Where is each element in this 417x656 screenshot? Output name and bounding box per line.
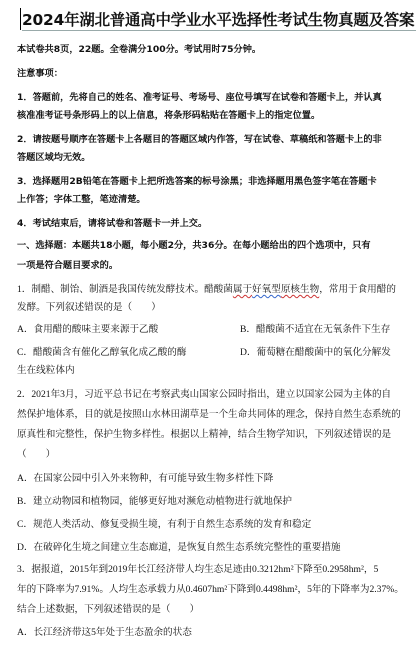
q1-stem-highlight: 好氧型 — [252, 284, 281, 295]
q1-option-a: A．食用醋的酸味主要来源于乙酸 — [17, 324, 159, 335]
notice-heading: 注意事项： — [17, 68, 63, 79]
question-2-line-4: （ ） — [17, 449, 56, 460]
q1-option-b: B．醋酸菌不适宜在无氧条件下生存 — [240, 324, 391, 335]
question-1-stem-line-1 — [17, 284, 396, 296]
q1-stem-wavy-2: 原核生物 — [280, 284, 320, 295]
q1-stem-part: 1．制醋、制饴、制酒是我国传统发酵技术。醋酸菌 — [17, 284, 233, 295]
exam-info: 本试卷共8页，22题。全卷满分100分。考试用时75分钟。 — [17, 44, 262, 55]
q1-option-d-cont: 生在线粒体内 — [17, 365, 75, 376]
q1-stem-part-end: ，常用于食用醋的 — [319, 284, 396, 295]
section-1-heading-line-2: 一项是符合题目要求的。 — [17, 260, 119, 271]
question-1-stem-line-2: 发酵。下列叙述错误的是（ ） — [17, 302, 161, 313]
notice-2-line-1: 2．请按题号顺序在答题卡上各题目的答题区域内作答，写在试卷、草稿纸和答题卡上的非 — [17, 134, 382, 145]
question-2-line-3: 原真性和完整性，保护生物多样性。根据以上精神，结合生物学知识，下列叙述错误的是 — [17, 429, 392, 440]
notice-4: 4．考试结束后，请将试卷和答题卡一并上交。 — [17, 218, 208, 229]
q1-stem-wavy-1: 属于 — [232, 284, 253, 295]
question-3-line-2: 年的下降率为7.91%。人均生态承载力从0.4607hm²下降到0.4498hm²，5年的下降率为2.37%。 — [17, 584, 404, 595]
q1-option-d: D．葡萄糖在醋酸菌中的氧化分解发 — [240, 347, 391, 358]
question-3-line-3: 结合上述数据，下列叙述错误的是（ ） — [17, 604, 200, 615]
q2-option-c: C．规范人类活动、修复受损生境，有利于自然生态系统的发育和稳定 — [17, 519, 312, 530]
notice-2-line-2: 答题区域均无效。 — [17, 152, 91, 163]
section-1-heading-line-1: 一、选择题：本题共18小题，每小题2分，共36分。在每小题给出的四个选项中，只有 — [17, 240, 371, 251]
question-2-line-1: 2．2021年3月，习近平总书记在考察武夷山国家公园时指出，建立以国家公园为主体的自 — [17, 389, 392, 400]
q2-option-a: A．在国家公园中引入外来物种，有可能导致生物多样性下降 — [17, 473, 274, 484]
document-title: 2024年湖北普通高中学业水平选择性考试生物真题及答案 — [22, 11, 415, 29]
notice-3-line-1: 3．选择题用2B铅笔在答题卡上把所选答案的标号涂黑；非选择题用黑色签字笔在答题卡 — [17, 176, 377, 187]
notice-1-line-2: 核准准考证号条形码上的以上信息，将条形码粘贴在答题卡上的指定位置。 — [17, 110, 321, 121]
q1-option-c: C．醋酸菌含有催化乙醇氧化成乙酸的酶 — [17, 347, 187, 358]
question-3-line-1: 3．据报道，2015年到2019年长江经济带人均生态足迹由0.3212hm²下降至0.2958hm²，5 — [17, 564, 379, 575]
question-2-line-2: 然保护地体系，目的就是按照山水林田湖草是一个生命共同体的理念，保持自然生态系统的 — [17, 409, 401, 420]
text-cursor — [20, 8, 21, 30]
q3-option-a: A．长江经济带这5年处于生态盈余的状态 — [17, 627, 192, 638]
notice-3-line-2: 上作答；字体工整，笔迹清楚。 — [17, 194, 146, 205]
q2-option-b: B．建立动物园和植物园，能够更好地对濒危动植物进行就地保护 — [17, 496, 293, 507]
notice-1-line-1: 1．答题前，先将自己的姓名、准考证号、考场号、座位号填写在试卷和答题卡上，并认真 — [17, 92, 382, 103]
q2-option-d: D．在破碎化生境之间建立生态廊道，是恢复自然生态系统完整性的重要措施 — [17, 542, 341, 553]
title-divider — [22, 30, 416, 31]
